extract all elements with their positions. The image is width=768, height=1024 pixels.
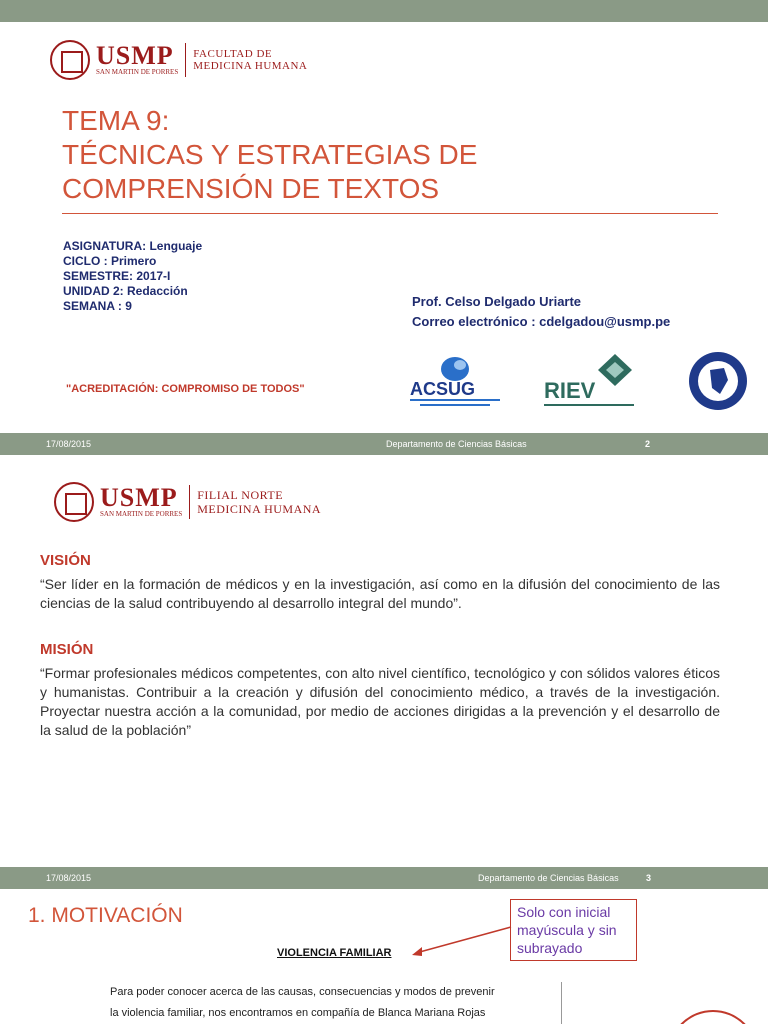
correction-callout: Solo con inicial mayúscula y sin subrayado [510, 899, 637, 961]
article-line: la violencia familiar, nos encontramos en compañía de Blanca Mariana Rojas [110, 1007, 486, 1019]
university-seal-icon [50, 40, 90, 80]
footer-page-number: 3 [646, 873, 652, 883]
professor-name: Prof. Celso Delgado Uriarte [412, 294, 582, 309]
slide-title [62, 104, 477, 206]
footer-bar [0, 867, 768, 889]
motto: "ACREDITACIÓN: COMPROMISO DE TODOS" [66, 383, 305, 395]
faculty-line-2: MEDICINA HUMANA [193, 60, 308, 72]
faculty-name [193, 48, 307, 72]
article-excerpt [110, 982, 562, 1024]
article-line: Para poder conocer acerca de las causas, consecuencias y modos de prevenir [110, 986, 495, 998]
footer-bar [0, 433, 768, 455]
title-line: TEMA 9: [62, 105, 170, 136]
mision-text: “Formar profesionales médicos competentes, con alto nivel científico, tecnológico y con sólidos valores éticos y humanistas. Contribuir a la creación y difusión del conocimiento médico, a través de la investigación. Proyectar nuestra acción a la comunidad, por medio de acciones dirigidas a la prevención y el desarrollo de la salud de la población” [40, 665, 720, 738]
brand-name: USMP [100, 483, 178, 512]
usmp-filial-logo [54, 482, 321, 522]
footer-department: Departamento de Ciencias Básicas [478, 873, 619, 883]
logo-divider [185, 43, 186, 77]
riev-label: RIEV [544, 378, 596, 403]
info-line: ASIGNATURA: Lenguaje [63, 239, 203, 253]
professor-email: Correo electrónico : cdelgadou@usmp.pe [412, 314, 671, 329]
info-line: SEMESTRE: 2017-I [63, 269, 171, 283]
title-underline [62, 213, 718, 214]
vision-heading: VISIÓN [40, 552, 91, 569]
usmp-logo [50, 40, 307, 80]
faculty-line-1: FILIAL NORTE [197, 488, 284, 502]
university-seal-icon [54, 482, 94, 522]
footer-department: Departamento de Ciencias Básicas [386, 439, 527, 449]
info-line: UNIDAD 2: Redacción [63, 284, 188, 298]
logo-divider [189, 485, 190, 519]
top-bar [0, 0, 768, 22]
faculty-line-2: MEDICINA HUMANA [197, 502, 322, 516]
acsug-label: ACSUG [410, 379, 476, 399]
faculty-line-1: FACULTAD DE [193, 48, 273, 60]
footer-date: 17/08/2015 [46, 439, 92, 449]
title-line: TÉCNICAS Y ESTRATEGIAS DE [62, 139, 478, 170]
violencia-familiar-heading: VIOLENCIA FAMILIAR [277, 947, 392, 959]
professor-info [412, 292, 670, 332]
brand-subtitle: SAN MARTIN DE PORRES [100, 510, 183, 518]
info-line: CICLO : Primero [63, 254, 157, 268]
vision-text: “Ser líder en la formación de médicos y en la investigación, así como en la difusión del conocimiento de las ciencias de la salud contribuyendo al desarrollo integral del mundo”. [40, 576, 720, 611]
brand-name: USMP [96, 41, 174, 70]
motivation-title: 1. MOTIVACIÓN [28, 904, 183, 927]
footer-page-number: 2 [645, 439, 651, 449]
acsug-logo-icon [400, 355, 510, 413]
callout-arrow-icon [410, 925, 512, 957]
partial-circle-shape [668, 1010, 758, 1024]
course-info [63, 239, 202, 314]
mision-heading: MISIÓN [40, 641, 94, 658]
cafme-logo-icon [680, 350, 756, 412]
info-line: SEMANA : 9 [63, 299, 132, 313]
riev-logo-icon [540, 352, 650, 412]
faculty-name [197, 488, 321, 516]
footer-date: 17/08/2015 [46, 873, 92, 883]
title-line: COMPRENSIÓN DE TEXTOS [62, 173, 440, 204]
brand-subtitle: SAN MARTIN DE PORRES [96, 68, 179, 76]
